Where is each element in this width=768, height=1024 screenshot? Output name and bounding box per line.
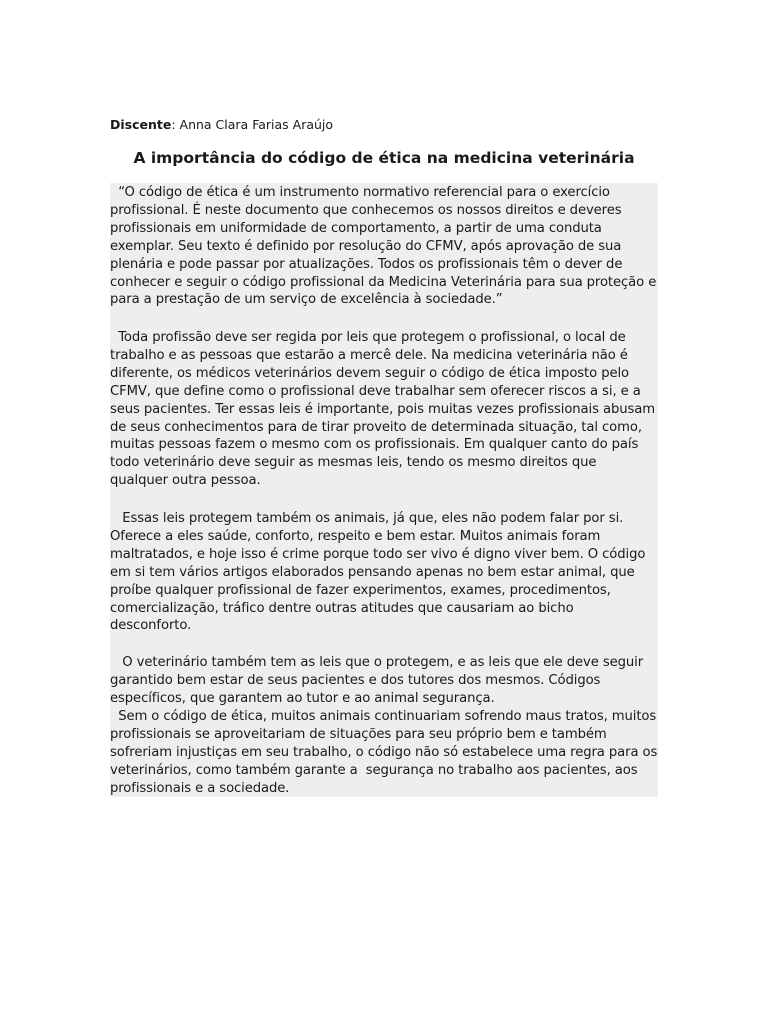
essay-body bbox=[110, 183, 662, 797]
paragraph-animal-protection: Essas leis protegem também os animais, já que, eles não podem falar por si. Oferece a eles saúde, conforto, respeito e bem estar. Muitos animais foram maltratados, e hoje isso é crime porque todo ser vivo é digno viver bem. O código em si tem vários artigos elaborados pensando apenas no bem estar animal, que proíbe qualquer profissional de fazer experimentos, exames, procedimentos, comercialização, tráfico dentre outras atitudes que causariam ao bicho desconforto. bbox=[110, 511, 650, 634]
author-line bbox=[110, 117, 333, 133]
paragraph-conclusion: Sem o código de ética, muitos animais continuariam sofrendo maus tratos, muitos profissionais se aproveitariam de situações para seu próprio bem e também sofreriam injustiças em seu trabalho, o código não só estabelece uma regra para os veterinários, como também garante a segurança no trabalho aos pacientes, aos profissionais e a sociedade. bbox=[110, 709, 662, 796]
document-title: A importância do código de ética na medicina veterinária bbox=[133, 149, 635, 167]
paragraph-veterinarian-laws: O veterinário também tem as leis que o protegem, e as leis que ele deve seguir garantido bem estar de seus pacientes e dos tutores dos mesmos. Códigos específicos, que garantem ao tutor e ao animal segurança. bbox=[110, 655, 648, 706]
author-label: Discente bbox=[110, 117, 172, 132]
paragraph-quote: “O código de ética é um instrumento normativo referencial para o exercício profissional. É neste documento que conhecemos os nossos direitos e deveres profissionais em uniformidade de comportamento, a partir de uma conduta exemplar. Seu texto é definido por resolução do CFMV, após aprovação de sua plenária e pode passar por atualizações. Todos os profissionais têm o dever de conhecer e seguir o código profissional da Medicina Veterinária para sua proteção e para a prestação de um serviço de excelência à sociedade.” bbox=[110, 185, 661, 308]
paragraph-profession-laws: Toda profissão deve ser regida por leis que protegem o profissional, o local de trabalho e as pessoas que estarão a mercê dele. Na medicina veterinária não é diferente, os médicos veterinários devem seguir o código de ética imposto pelo CFMV, que define como o profissional deve trabalhar sem oferecer riscos a si, e a seus pacientes. Ter essas leis é importante, pois muitas vezes profissionais abusam de seus conhecimentos para de tirar proveito de determinada situação, tal como, muitas pessoas fazem o mesmo com os profissionais. Em qualquer canto do país todo veterinário deve seguir as mesmas leis, tendo os mesmo direitos que qualquer outra pessoa. bbox=[110, 330, 660, 489]
author-separator: : bbox=[171, 117, 180, 132]
author-name: Anna Clara Farias Araújo bbox=[179, 117, 334, 132]
